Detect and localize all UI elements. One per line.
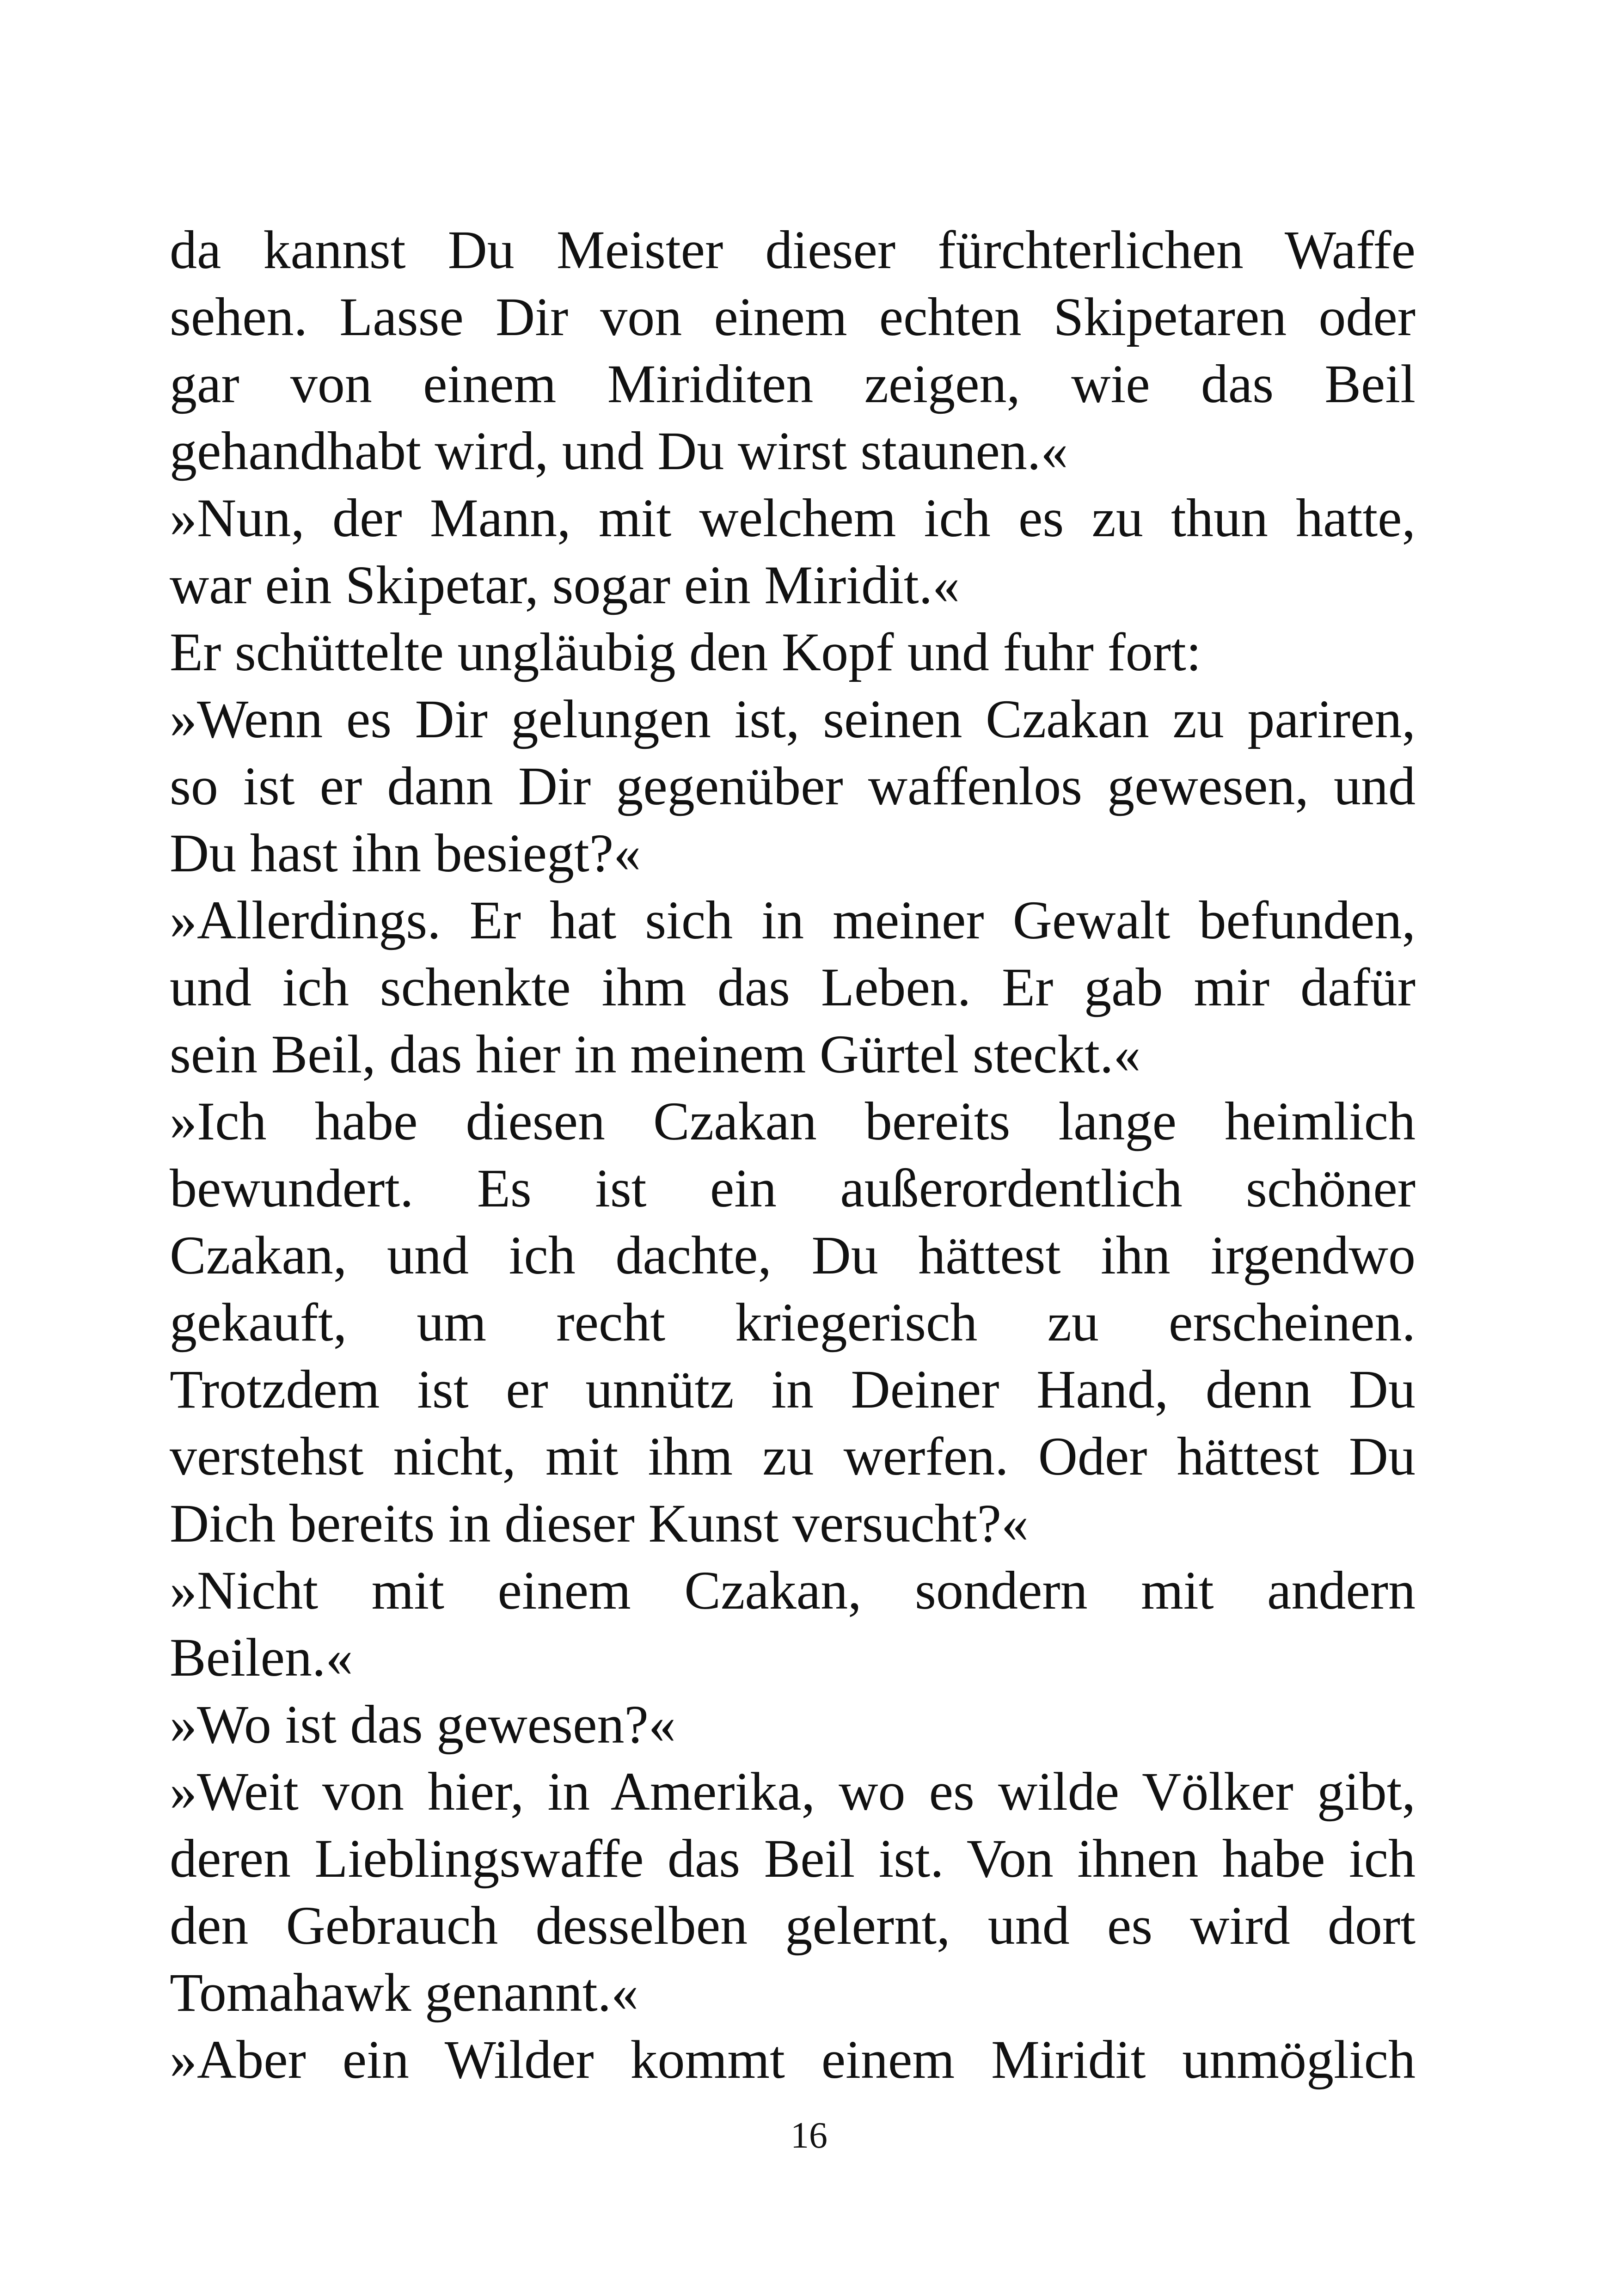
text-line: gekauft, um recht kriegerisch zu erscheinen. <box>170 1292 1416 1353</box>
text-line: »Wo ist das gewesen?« <box>170 1694 676 1755</box>
text-line: Trotzdem ist er unnütz in Deiner Hand, denn Du <box>170 1359 1416 1420</box>
text-line: Czakan, und ich dachte, Du hättest ihn irgendwo <box>170 1225 1416 1286</box>
body-text <box>170 216 1416 2093</box>
text-line: gehandhabt wird, und Du wirst staunen.« <box>170 421 1068 481</box>
text-line: Beilen.« <box>170 1627 353 1688</box>
text-line: war ein Skipetar, sogar ein Miridit.« <box>170 555 960 615</box>
text-line: »Nun, der Mann, mit welchem ich es zu thun hatte, <box>170 488 1416 548</box>
text-line: »Ich habe diesen Czakan bereits lange heimlich <box>170 1091 1416 1151</box>
text-line: Du hast ihn besiegt?« <box>170 823 641 883</box>
text-line: den Gebrauch desselben gelernt, und es wird dort <box>170 1895 1416 1956</box>
text-line: Er schüttelte ungläubig den Kopf und fuhr fort: <box>170 622 1201 682</box>
text-line: gar von einem Miriditen zeigen, wie das Beil <box>170 354 1416 414</box>
page-number: 16 <box>791 2115 827 2156</box>
text-line: verstehst nicht, mit ihm zu werfen. Oder hättest Du <box>170 1426 1416 1487</box>
text-line: »Wenn es Dir gelungen ist, seinen Czakan zu pariren, <box>170 689 1416 749</box>
text-line: so ist er dann Dir gegenüber waffenlos gewesen, und <box>170 756 1416 816</box>
text-line: »Weit von hier, in Amerika, wo es wilde Völker gibt, <box>170 1761 1416 1822</box>
text-line: bewundert. Es ist ein außerordentlich schöner <box>170 1158 1416 1218</box>
text-line: »Nicht mit einem Czakan, sondern mit andern <box>170 1560 1416 1621</box>
text-line: sehen. Lasse Dir von einem echten Skipetaren oder <box>170 287 1416 347</box>
text-line: »Allerdings. Er hat sich in meiner Gewalt befunden, <box>170 890 1416 950</box>
text-line: »Aber ein Wilder kommt einem Miridit unmöglich <box>170 2029 1416 2090</box>
text-line: Dich bereits in dieser Kunst versucht?« <box>170 1493 1029 1554</box>
text-line: deren Lieblingswaffe das Beil ist. Von ihnen habe ich <box>170 1828 1416 1889</box>
text-line: sein Beil, das hier in meinem Gürtel steckt.« <box>170 1024 1141 1084</box>
text-line: und ich schenkte ihm das Leben. Er gab mir dafür <box>170 957 1416 1017</box>
text-line: Tomahawk genannt.« <box>170 1962 639 2023</box>
text-line: da kannst Du Meister dieser fürchterlichen Waffe <box>170 220 1416 280</box>
